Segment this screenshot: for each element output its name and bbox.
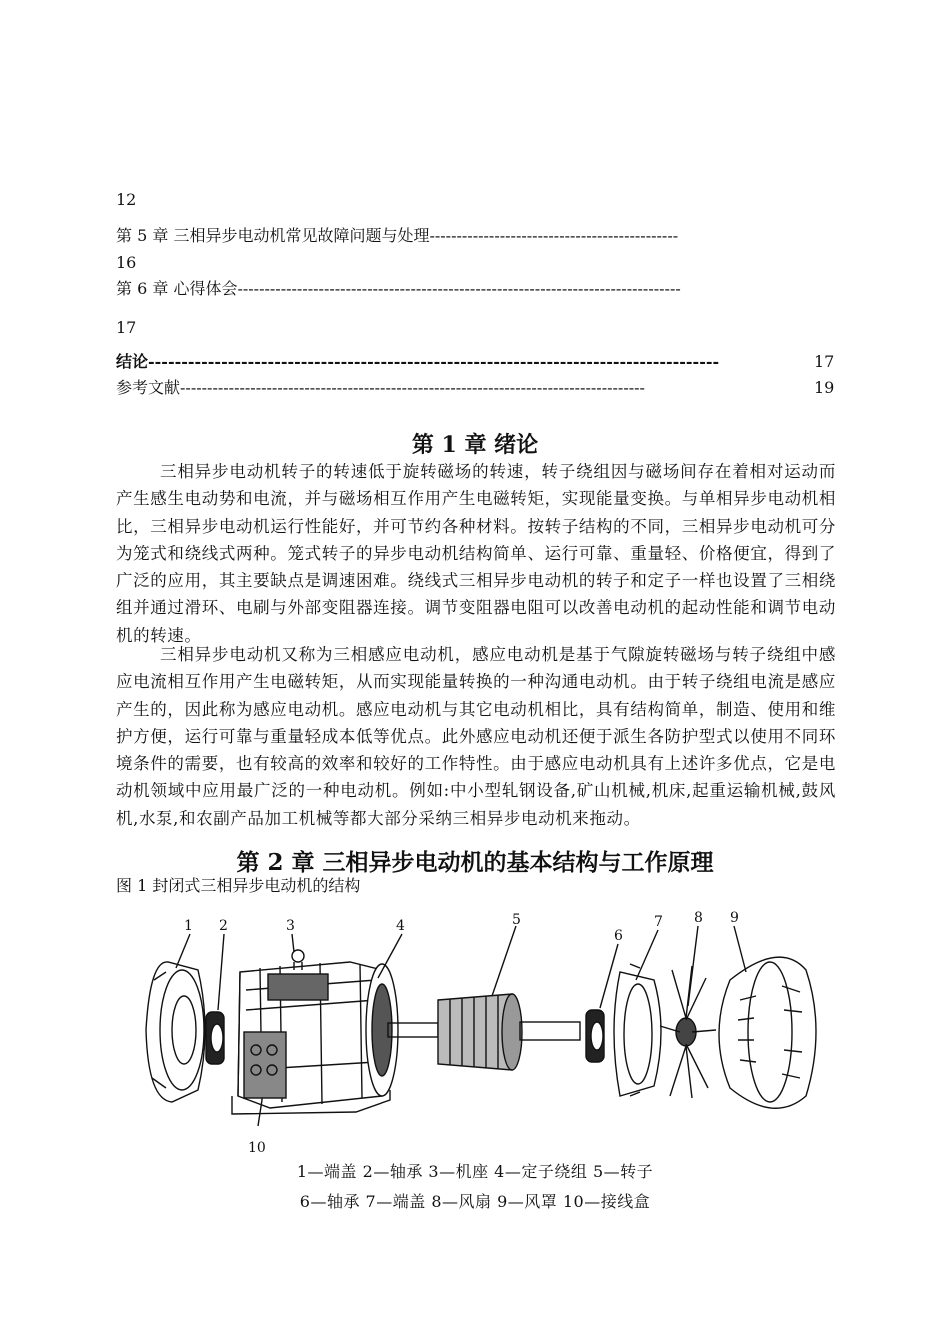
part-number: 5: [512, 912, 521, 928]
toc-entry-label: 第 6 章 心得体会: [116, 279, 238, 298]
toc-entry-chapter6[interactable]: [116, 279, 838, 299]
toc-entry-chapter5[interactable]: [116, 226, 838, 246]
bearing-rear: [586, 1010, 604, 1062]
toc-entry-references[interactable]: [116, 378, 814, 398]
stator-winding: [366, 964, 398, 1096]
toc-leader: ----------------------------------------------: [429, 226, 679, 245]
part-number: 2: [219, 918, 228, 934]
chapter1-heading: 第 1 章 绪论: [411, 432, 539, 458]
toc-page-number: 19: [814, 378, 835, 397]
toc-entry-label: 参考文献: [116, 378, 181, 397]
toc-leader: --------------------------------------------------------------------------------------: [180, 378, 645, 397]
part-number: 4: [396, 918, 405, 934]
part-number: 8: [694, 910, 703, 926]
figure-caption: 图 1 封闭式三相异步电动机的结构: [116, 876, 361, 895]
toc-entry-label: 结论: [116, 352, 149, 371]
chapter2-heading: 第 2 章 三相异步电动机的基本结构与工作原理: [236, 849, 714, 876]
bearing-front: [206, 1012, 224, 1064]
end-cover-rear: [614, 964, 661, 1096]
part-number: 6: [614, 928, 623, 944]
part-number: 1: [184, 918, 193, 934]
part-number: 9: [730, 910, 739, 926]
toc-entry-label: 第 5 章 三相异步电动机常见故障问题与处理: [116, 226, 430, 245]
rotor: [388, 994, 580, 1070]
figure-legend-line-1: 1—端盖 2—轴承 3—机座 4—定子绕组 5—转子: [296, 1162, 654, 1181]
chapter1-paragraph-2: 三相异步电动机又称为三相感应电动机，感应电动机是基于气隙旋转磁场与转子绕组中感应电流相互作用产生电磁转矩，从而实现能量转换的一种沟通电动机。由于转子绕组电流是感应产生的，因此称为感应电动机。感应电动机与其它电动机相比，具有结构简单，制造、使用和维护方便，运行可靠与重量轻成本低等优点。此外感应电动机还便于派生各防护型式以使用不同环境条件的需要，也有较高的效率和较好的工作特性。由于感应电动机具有上述许多优点，它是电动机领域中应用最广泛的一种电动机。例如:中小型轧钢设备,矿山机械,机床,起重运输机械,鼓风机,水泵,和农副产品加工机械等都大部分采纳三相异步电动机来拖动。: [116, 645, 836, 828]
part-number: 7: [654, 914, 663, 930]
part-number: 3: [286, 918, 295, 934]
toc-entry-conclusion[interactable]: [116, 352, 814, 372]
part-number: 10: [248, 1140, 266, 1156]
motor-exploded-diagram: [120, 900, 820, 1160]
figure-legend-line-2: 6—轴承 7—端盖 8—风扇 9—风罩 10—接线盒: [299, 1192, 651, 1211]
cooling-fan: [660, 966, 716, 1098]
toc-stray-page-number: 12: [116, 190, 137, 209]
chapter1-paragraph-1: 三相异步电动机转子的转速低于旋转磁场的转速，转子绕组因与磁场间存在着相对运动而产生感生电动势和电流，并与磁场相互作用产生电磁转矩，实现能量变换。与单相异步电动机相比，三相异步电动机运行性能好，并可节约各种材料。按转子结构的不同，三相异步电动机可分为笼式和绕线式两种。笼式转子的异步电动机结构简单、运行可靠、重量轻、价格便宜，得到了广泛的应用，其主要缺点是调速困难。绕线式三相异步电动机的转子和定子一样也设置了三相绕组并通过滑环、电刷与外部变阻器连接。调节变阻器电阻可以改善电动机的起动性能和调节电动机的转速。: [116, 462, 836, 645]
end-cover-front: [146, 962, 205, 1102]
toc-page-number: 17: [116, 318, 137, 337]
toc-page-number: 16: [116, 253, 137, 272]
toc-leader: ----------------------------------------------------------------------------------: [237, 279, 681, 298]
toc-page-number: 17: [814, 352, 835, 371]
fan-cover: [719, 957, 816, 1108]
toc-leader: --------------------------------------------------------------------------------------: [148, 352, 720, 371]
